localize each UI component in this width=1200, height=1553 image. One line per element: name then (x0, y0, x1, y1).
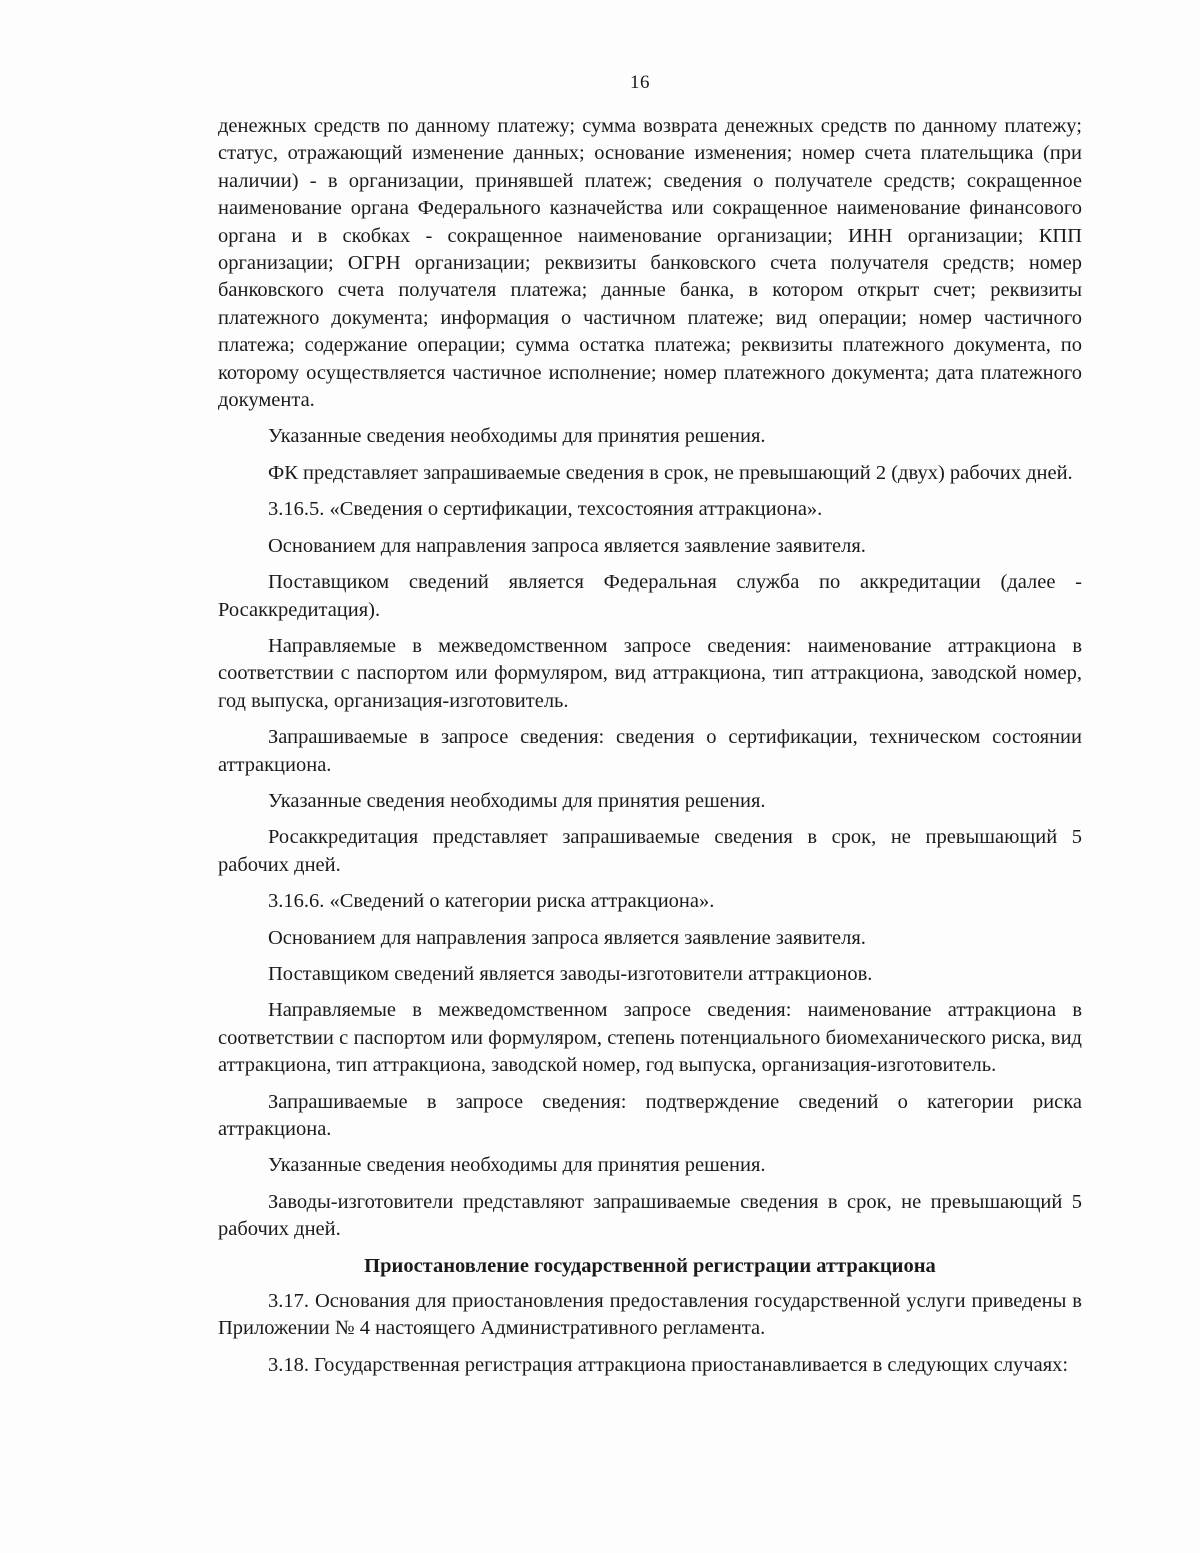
paragraph-3-18: 3.18. Государственная регистрация аттракциона приостанавливается в следующих случаях: (268, 1353, 1069, 1376)
paragraph-provider: Поставщиком сведений является заводы-изготовители аттракционов. (268, 962, 873, 985)
paragraph-provider: Поставщиком сведений является Федеральная служба по аккредитации (далее - Росаккредитация). (218, 571, 1082, 621)
paragraph-sent-data: Направляемые в межведомственном запросе сведения: наименование аттракциона в соответствии с паспортом или формуляром, степень потенциального биомеханического риска, вид аттракциона, тип аттракциона, заводской номер, год выпуска, организация-изготовитель. (218, 999, 1082, 1077)
paragraph-payment-details: денежных средств по данному платежу; сумма возврата денежных средств по данному платежу; статус, отражающий изменение данных; основание изменения; номер счета плательщика (при наличии) - в организации, принявшей платеж; сведения о получателе средств; сокращенное наименование органа Федерального казначейства или сокращенное наименование финансового органа и в скобках - сокращенное наименование организации; ИНН организации; КПП организации; ОГРН организации; реквизиты банковского счета получателя средств; номер банковского счета получателя платежа; данные банка, в котором открыт счет; реквизиты платежного документа; информация о частичном платеже; вид операции; номер частичного платежа; содержание операции; сумма остатка платежа; реквизиты платежного документа, по которому осуществляется частичное исполнение; номер платежного документа; дата платежного документа. (218, 115, 1082, 412)
paragraph-requested-data: Запрашиваемые в запросе сведения: подтверждение сведений о категории риска аттракциона. (218, 1090, 1082, 1140)
paragraph-request-basis: Основанием для направления запроса является заявление заявителя. (268, 534, 866, 557)
paragraph-purpose: Указанные сведения необходимы для принятия решения. (268, 425, 766, 448)
paragraph-sent-data: Направляемые в межведомственном запросе сведения: наименование аттракциона в соответствии с паспортом или формуляром, вид аттракциона, тип аттракциона, заводской номер, год выпуска, организация-изготовитель. (218, 634, 1082, 712)
paragraph-3-17: 3.17. Основания для приостановления предоставления государственной услуги приведены в Приложении № 4 настоящего Административного регламента. (218, 1290, 1082, 1340)
paragraph-purpose: Указанные сведения необходимы для принятия решения. (268, 789, 766, 812)
paragraph-requested-data: Запрашиваемые в запросе сведения: сведения о сертификации, техническом состоянии аттракциона. (218, 726, 1082, 776)
paragraph-manufacturers-deadline: Заводы-изготовители представляют запрашиваемые сведения в срок, не превышающий 5 рабочих дней. (218, 1190, 1082, 1241)
section-heading: Приостановление государственной регистрации аттракциона (364, 1254, 936, 1277)
paragraph-fk-deadline: ФК представляет запрашиваемые сведения в срок, не превышающий 2 (двух) рабочих дней. (268, 461, 1073, 484)
paragraph-rosaccreditation-deadline: Росаккредитация представляет запрашиваемые сведения в срок, не превышающий 5 рабочих дней. (218, 826, 1082, 876)
paragraph-purpose: Указанные сведения необходимы для принятия решения. (268, 1154, 766, 1177)
section-3-16-6-title: 3.16.6. «Сведений о категории риска аттракциона». (268, 890, 715, 913)
section-3-16-5-title: 3.16.5. «Сведения о сертификации, техсостояния аттракциона». (268, 498, 823, 521)
paragraph-request-basis: Основанием для направления запроса является заявление заявителя. (268, 926, 866, 949)
document-body (218, 113, 1082, 1388)
page-number: 16 (630, 72, 650, 93)
